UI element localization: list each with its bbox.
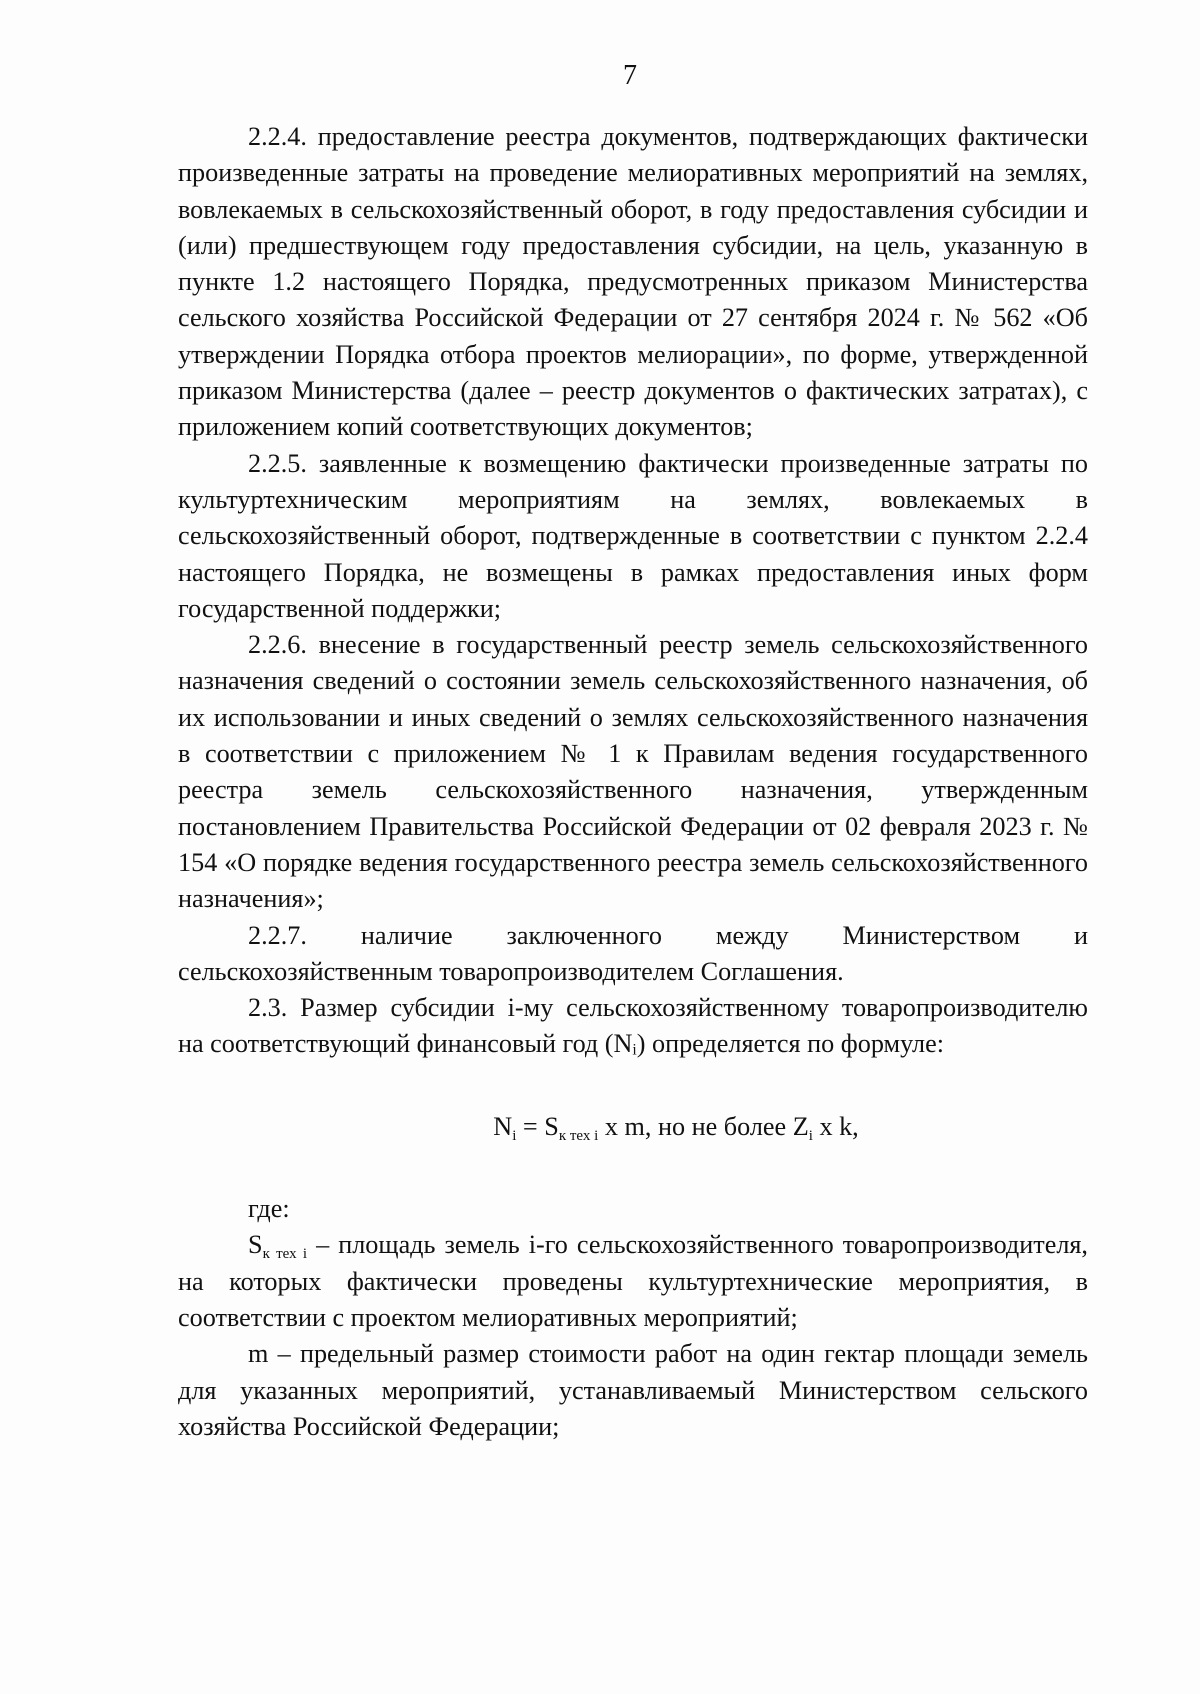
- formula-lhs: N: [493, 1111, 513, 1141]
- formula-middle: x m, но не более Z: [598, 1111, 809, 1141]
- formula-s-subscript: к тех i: [558, 1127, 599, 1144]
- definition-s-text: – площадь земель i-го сельскохозяйственного товаропроизводителя, на которых фактически проведены культуртехнические мероприятия, в соответствии с проектом мелиоративных мероприятий;: [178, 1230, 1088, 1332]
- where-label: где:: [248, 1194, 290, 1224]
- paragraph-2-2-4: 2.2.4. предоставление реестра документов, подтверждающих фактически произведенные затраты на проведение мелиоративных мероприятий на землях, вовлекаемых в сельскохозяйственный оборот, в году предоставления субсидии и (или) предшествующем году предоставления субсидии, на цель, указанную в пункте 1.2 настоящего Порядка, предусмотренных приказом Министерства сельского хозяйства Российской Федерации от 27 сентября 2024 г. № 562 «Об утверждении Порядка отбора проектов мелиорации», по форме, утвержденной приказом Министерства (далее – реестр документов о фактических затратах), с приложением копий соответствующих документов;: [178, 122, 1088, 442]
- paragraph-2-2-5: 2.2.5. заявленные к возмещению фактически произведенные затраты по культуртехническим мероприятиям на землях, вовлекаемых в сельскохозяйственный оборот, подтвержденные в соответствии с пунктом 2.2.4 настоящего Порядка, не возмещены в рамках предоставления иных форм государственной поддержки;: [178, 448, 1088, 623]
- definition-m: m – предельный размер стоимости работ на один гектар площади земель для указанных мероприятий, устанавливаемый Министерством сельского хозяйства Российской Федерации;: [178, 1339, 1088, 1441]
- definition-s-subscript: к тех i: [262, 1246, 308, 1263]
- paragraph-2-2-7: 2.2.7. наличие заключенного между Министерством и сельскохозяйственным товаропроизводителем Соглашения.: [178, 920, 1088, 986]
- document-body: [178, 119, 1088, 1445]
- formula-z-subscript: i: [808, 1127, 813, 1144]
- paragraph-2-2-6: 2.2.6. внесение в государственный реестр земель сельскохозяйственного назначения сведений о состоянии земель сельскохозяйственного назначения, об их использовании и иных сведений о землях сельскохозяйственного назначения в соответствии с приложением № 1 к Правилам ведения государственного реестра земель сельскохозяйственного назначения, утвержденным постановлением Правительства Российской Федерации от 02 февраля 2023 г. № 154 «О порядке ведения государственного реестра земель сельскохозяйственного назначения»;: [178, 630, 1088, 914]
- page-number: 7: [623, 60, 637, 91]
- paragraph-2-3: 2.3. Размер субсидии i-му сельскохозяйственному товаропроизводителю на соответствующий финансовый год (Nᵢ) определяется по формуле:: [178, 993, 1088, 1059]
- formula-end: x k,: [812, 1111, 859, 1141]
- formula-equals-s: = S: [516, 1111, 559, 1141]
- definition-s-symbol: S: [248, 1230, 263, 1260]
- formula-lhs-subscript: i: [512, 1127, 517, 1144]
- subsidy-formula: [178, 1109, 1088, 1145]
- definition-s: [178, 1227, 1088, 1336]
